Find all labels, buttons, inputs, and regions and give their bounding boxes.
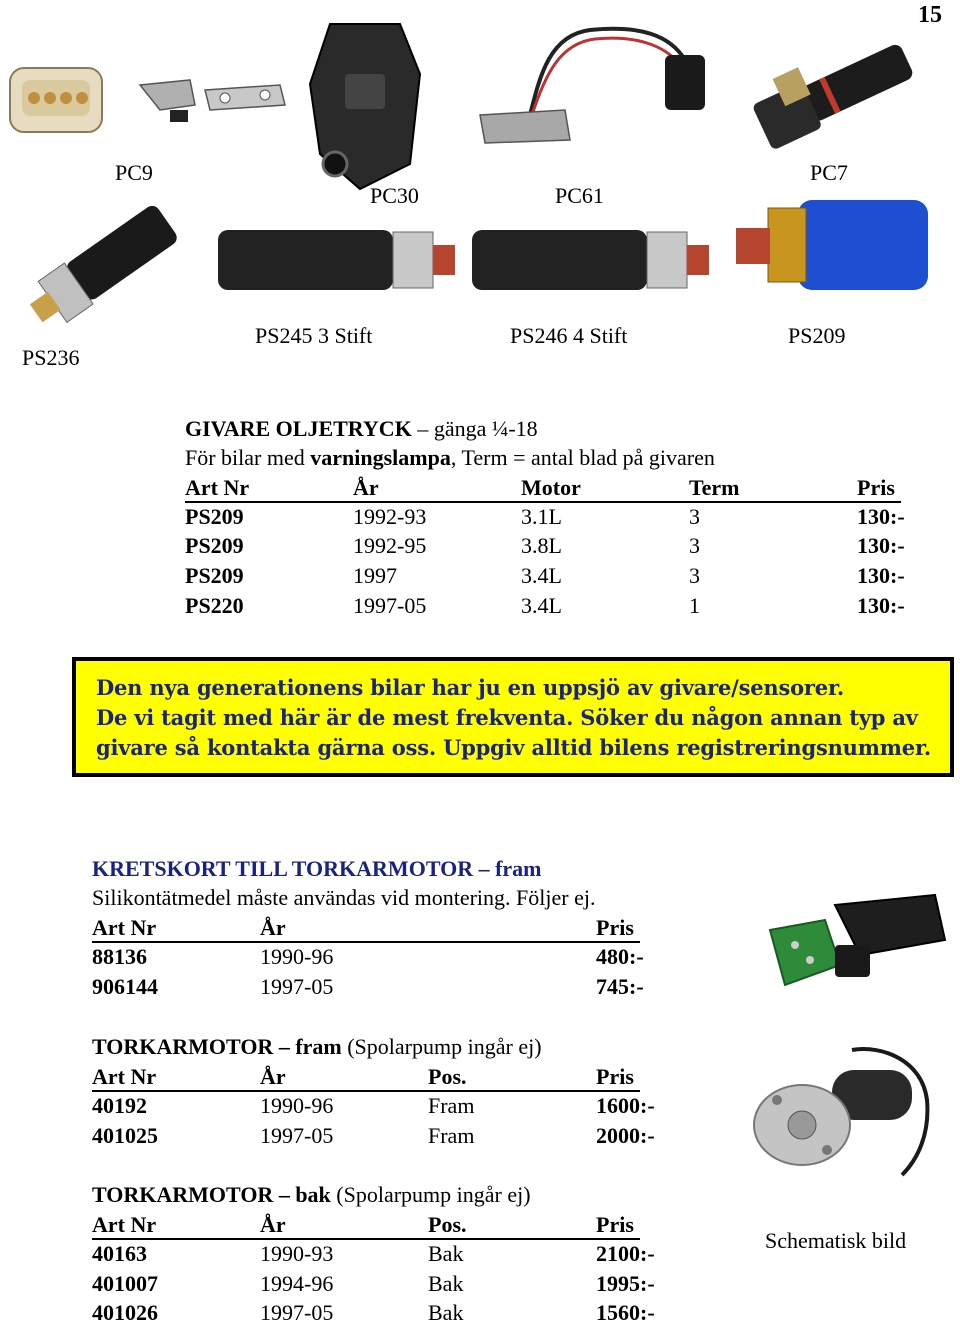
ps245-sensor-image xyxy=(218,220,458,300)
pc7-sensor-image xyxy=(745,35,920,155)
pc9-terminals-image xyxy=(130,65,300,140)
wf-header-artnr: Art Nr xyxy=(92,1064,157,1089)
label-ps246: PS246 4 Stift xyxy=(510,323,628,348)
cb-header-underline xyxy=(92,941,640,943)
wr-header-pos: Pos. xyxy=(428,1212,467,1237)
wf-header-price: Pris xyxy=(596,1064,634,1089)
notice-line: givare så kontakta gärna oss. Uppgiv alltid bilens registreringsnummer. xyxy=(96,735,931,760)
cb-header-price: Pris xyxy=(596,915,634,940)
notice-line: De vi tagit med här är de mest frekventa. Söker du någon annan typ av xyxy=(96,705,918,730)
label-ps209: PS209 xyxy=(788,323,846,348)
oil-sensor-title: GIVARE OLJETRYCK – gänga ¼-18 xyxy=(185,416,538,441)
wiper-front-title: TORKARMOTOR – fram (Spolarpump ingår ej) xyxy=(92,1034,542,1059)
ps246-sensor-image xyxy=(472,220,712,300)
oil-header-year: År xyxy=(353,475,379,500)
wf-header-pos: Pos. xyxy=(428,1064,467,1089)
ps209-sensor-image xyxy=(728,190,938,300)
circuit-board-title: KRETSKORT TILL TORKARMOTOR – fram xyxy=(92,856,542,881)
pc9-connector-image xyxy=(4,60,114,140)
oil-header-motor: Motor xyxy=(521,475,581,500)
pc30-sensor-image xyxy=(300,14,440,194)
label-pc30: PC30 xyxy=(370,183,419,208)
cb-header-year: År xyxy=(260,915,286,940)
pc61-sensor-image xyxy=(470,15,720,145)
circuit-board-image xyxy=(765,890,950,995)
page-number: 15 xyxy=(918,2,942,28)
label-pc61: PC61 xyxy=(555,183,604,208)
wr-header-year: År xyxy=(260,1212,286,1237)
oil-sensor-subtitle: För bilar med varningslampa, Term = antal blad på givaren xyxy=(185,445,715,470)
notice-box xyxy=(72,657,954,777)
oil-header-price: Pris xyxy=(857,475,895,500)
label-ps245: PS245 3 Stift xyxy=(255,323,373,348)
wr-header-underline xyxy=(92,1238,640,1240)
cb-header-artnr: Art Nr xyxy=(92,915,157,940)
wr-header-price: Pris xyxy=(596,1212,634,1237)
wr-header-artnr: Art Nr xyxy=(92,1212,157,1237)
label-pc9: PC9 xyxy=(115,160,153,185)
wf-header-year: År xyxy=(260,1064,286,1089)
circuit-board-subtitle: Silikontätmedel måste användas vid montering. Följer ej. xyxy=(92,885,596,910)
label-ps236: PS236 xyxy=(22,345,80,370)
wiper-rear-title: TORKARMOTOR – bak (Spolarpump ingår ej) xyxy=(92,1182,531,1207)
wf-header-underline xyxy=(92,1090,640,1092)
wiper-motor-image xyxy=(752,1040,937,1190)
oil-header-artnr: Art Nr xyxy=(185,475,250,500)
oil-header-term: Term xyxy=(689,475,740,500)
ps236-sensor-image xyxy=(10,195,185,335)
notice-line: Den nya generationens bilar har ju en uppsjö av givare/sensorer. xyxy=(96,675,844,700)
schematic-caption: Schematisk bild xyxy=(765,1228,907,1253)
label-pc7: PC7 xyxy=(810,160,848,185)
